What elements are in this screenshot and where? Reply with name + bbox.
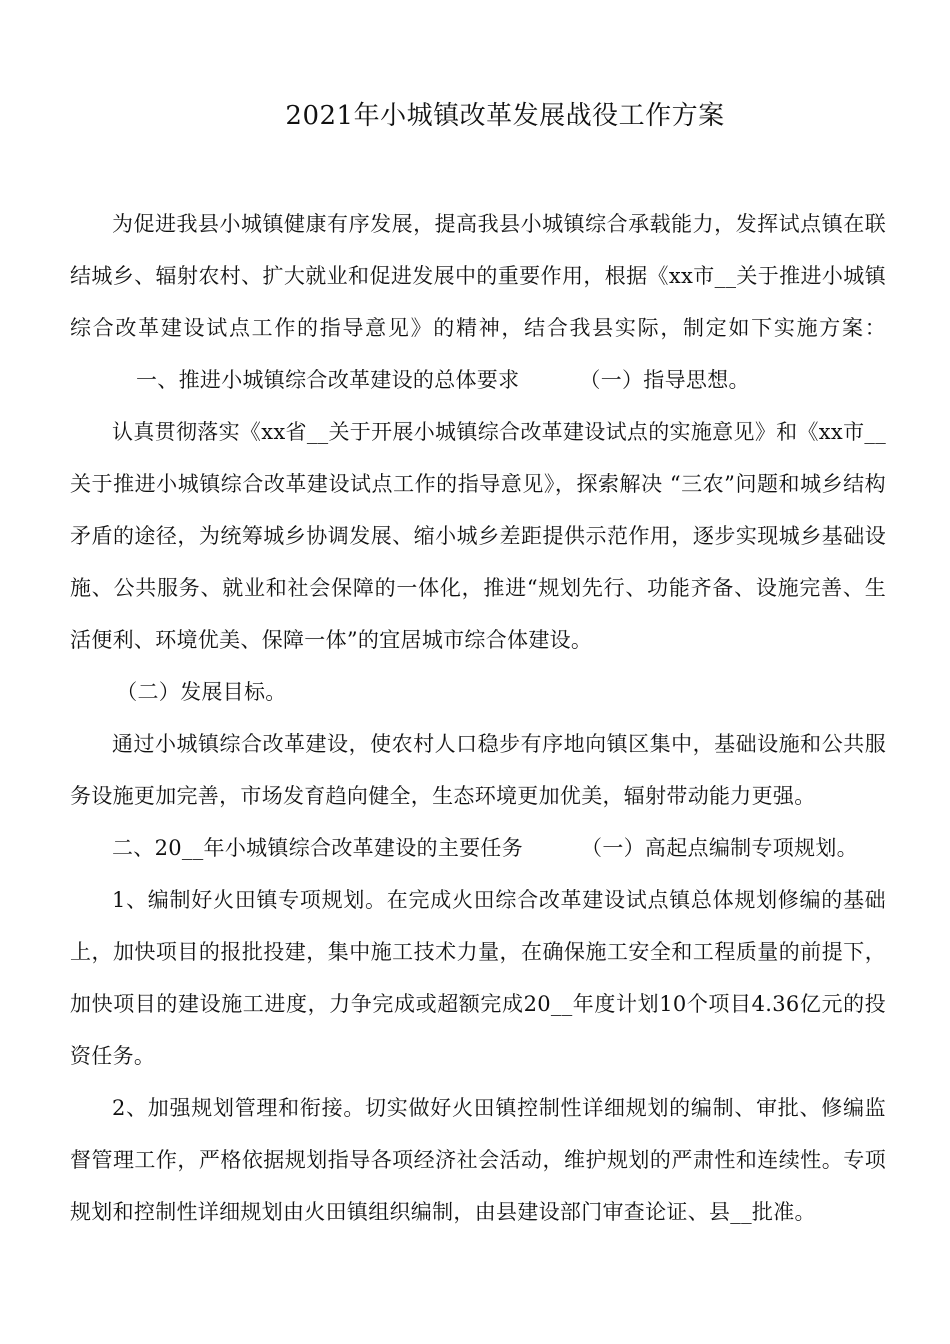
document-body <box>70 198 886 1238</box>
guiding-ideology-paragraph: 认真贯彻落实《xx省__关于开展小城镇综合改革建设试点的实施意见》和《xx市__关于推进小城镇综合改革建设试点工作的指导意见》，探索解决 “三农”问题和城乡结构矛盾的途径，为统筹城乡协调发展、缩小城乡差距提供示范作用，逐步实现城乡基础设施、公共服务、就业和社会保障的一体化，推进“规划先行、功能齐备、设施完善、生活便利、环境优美、保障一体”的宜居城市综合体建设。 <box>70 420 886 652</box>
subsection-goals-heading: （二）发展目标。 <box>116 680 287 704</box>
section-2-heading: 二、20__年小城镇综合改革建设的主要任务 <box>112 836 524 860</box>
document-title: 2021年小城镇改革发展战役工作方案 <box>285 101 725 131</box>
goals-paragraph: 通过小城镇综合改革建设，使农村人口稳步有序地向镇区集中，基础设施和公共服务设施更加完善，市场发育趋向健全，生态环境更加优美，辐射带动能力更强。 <box>70 732 886 808</box>
subsection-planning-heading: （一）高起点编制专项规划。 <box>581 836 858 860</box>
section-2-line <box>70 822 886 874</box>
section-1-heading: 一、推进小城镇综合改革建设的总体要求 <box>136 368 520 392</box>
task-item-1: 1、编制好火田镇专项规划。在完成火田综合改革建设试点镇总体规划修编的基础上，加快项目的报批投建，集中施工技术力量，在确保施工安全和工程质量的前提下，加快项目的建设施工进度，力争完成或超额完成20__年度计划10个项目4.36亿元的投资任务。 <box>70 888 886 1068</box>
intro-paragraph <box>70 198 886 406</box>
task-item-2: 2、加强规划管理和衔接。切实做好火田镇控制性详细规划的编制、审批、修编监督管理工作，严格依据规划指导各项经济社会活动，维护规划的严肃性和连续性。专项规划和控制性详细规划由火田镇组织编制，由县建设部门审查论证、县__批准。 <box>70 1096 886 1224</box>
intro-text: 为促进我县小城镇健康有序发展，提高我县小城镇综合承载能力，发挥试点镇在联结城乡、辐射农村、扩大就业和促进发展中的重要作用，根据《xx市__关于推进小城镇综合改革建设试点工作的指导意见》的精神，结合我县实际，制定如下实施方案： <box>70 212 886 340</box>
subsection-guiding-heading: （一）指导思想。 <box>579 368 750 392</box>
